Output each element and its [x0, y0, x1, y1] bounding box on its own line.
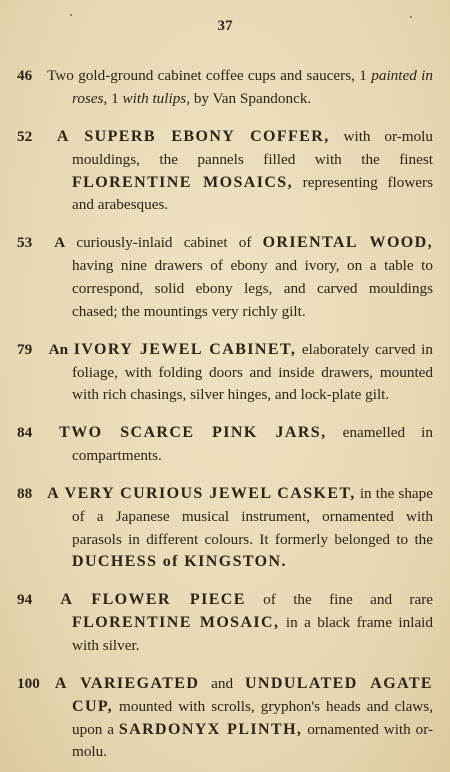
lot-number: 79	[17, 340, 33, 358]
page-number: 37	[217, 18, 233, 34]
lot-highlight: FLORENTINE MOSAIC,	[72, 614, 280, 632]
lot-text: , 1	[103, 89, 123, 107]
lot-number: 52	[17, 127, 33, 145]
lot-title: A SUPERB EBONY COFFER,	[56, 127, 330, 145]
lot-entry-52	[17, 126, 433, 217]
lot-title: A FLOWER PIECE	[60, 591, 246, 609]
lot-text: and	[199, 675, 245, 693]
lot-text: enamelled in compartments.	[72, 424, 433, 465]
lot-entry-88	[17, 483, 433, 574]
lot-number: 94	[17, 591, 33, 609]
lot-text: in the shape of a Japanese musical instrument, ornamented with parasols in different colours. It formerly belonged to the	[72, 485, 434, 548]
lot-list	[17, 50, 433, 768]
lot-text: Two gold-ground cabinet coffee cups and saucers, 1	[47, 67, 372, 85]
lot-highlight: DUCHESS of KINGSTON.	[72, 553, 287, 571]
lot-article: A	[54, 234, 66, 252]
lot-number: 84	[17, 424, 33, 442]
lot-text-italic: painted in roses	[72, 67, 433, 107]
lot-text: elaborately carved in foliage, with folding doors and inside drawers, mounted with rich chasings, silver hinges, and lock-plate gilt.	[72, 340, 433, 404]
lot-text: having nine drawers of ebony and ivory, on a table to correspond, solid ebony legs, and carved mouldings chased; the mountings very richly gilt.	[72, 257, 433, 320]
lot-number: 100	[17, 675, 40, 693]
paper-speck	[70, 14, 72, 16]
lot-highlight: SARDONYX PLINTH,	[118, 720, 303, 738]
lot-text: mounted with scrolls, gryphon's heads and claws, upon a	[72, 697, 433, 738]
lot-highlight: FLORENTINE MOSAICS,	[72, 173, 293, 191]
lot-text-italic: with tulips	[122, 89, 187, 107]
lot-entry-94	[17, 589, 433, 657]
lot-title: UNDULATED AGATE CUP,	[72, 675, 433, 715]
lot-text: ornamented with or-molu.	[72, 720, 433, 761]
lot-text: curiously-inlaid cabinet of	[65, 234, 263, 252]
lot-title: IVORY JEWEL CABINET,	[73, 340, 297, 358]
lot-text: of the fine and rare	[245, 591, 434, 609]
lot-text: with or-molu mouldings, the pannels filled with the finest	[72, 127, 433, 168]
lot-entry-100	[17, 673, 433, 764]
lot-entry-53	[17, 232, 433, 323]
lot-article: An	[48, 340, 69, 358]
lot-title: A VARIEGATED	[54, 675, 200, 693]
lot-number: 88	[17, 485, 33, 503]
lot-entry-84	[17, 422, 433, 468]
lot-number: 46	[17, 67, 33, 85]
lot-text: , by Van Spandonck.	[186, 89, 312, 107]
lot-entry-46	[17, 65, 433, 111]
lot-text: representing flowers and arabesques.	[72, 173, 433, 214]
lot-title: TWO SCARCE PINK JARS,	[59, 424, 327, 442]
lot-highlight: ORIENTAL WOOD,	[262, 234, 434, 252]
lot-title: A VERY CURIOUS JEWEL CASKET,	[47, 485, 356, 503]
lot-text: in a black frame inlaid with silver.	[72, 614, 433, 655]
lot-entry-79	[17, 339, 433, 407]
lot-number: 53	[17, 234, 33, 252]
